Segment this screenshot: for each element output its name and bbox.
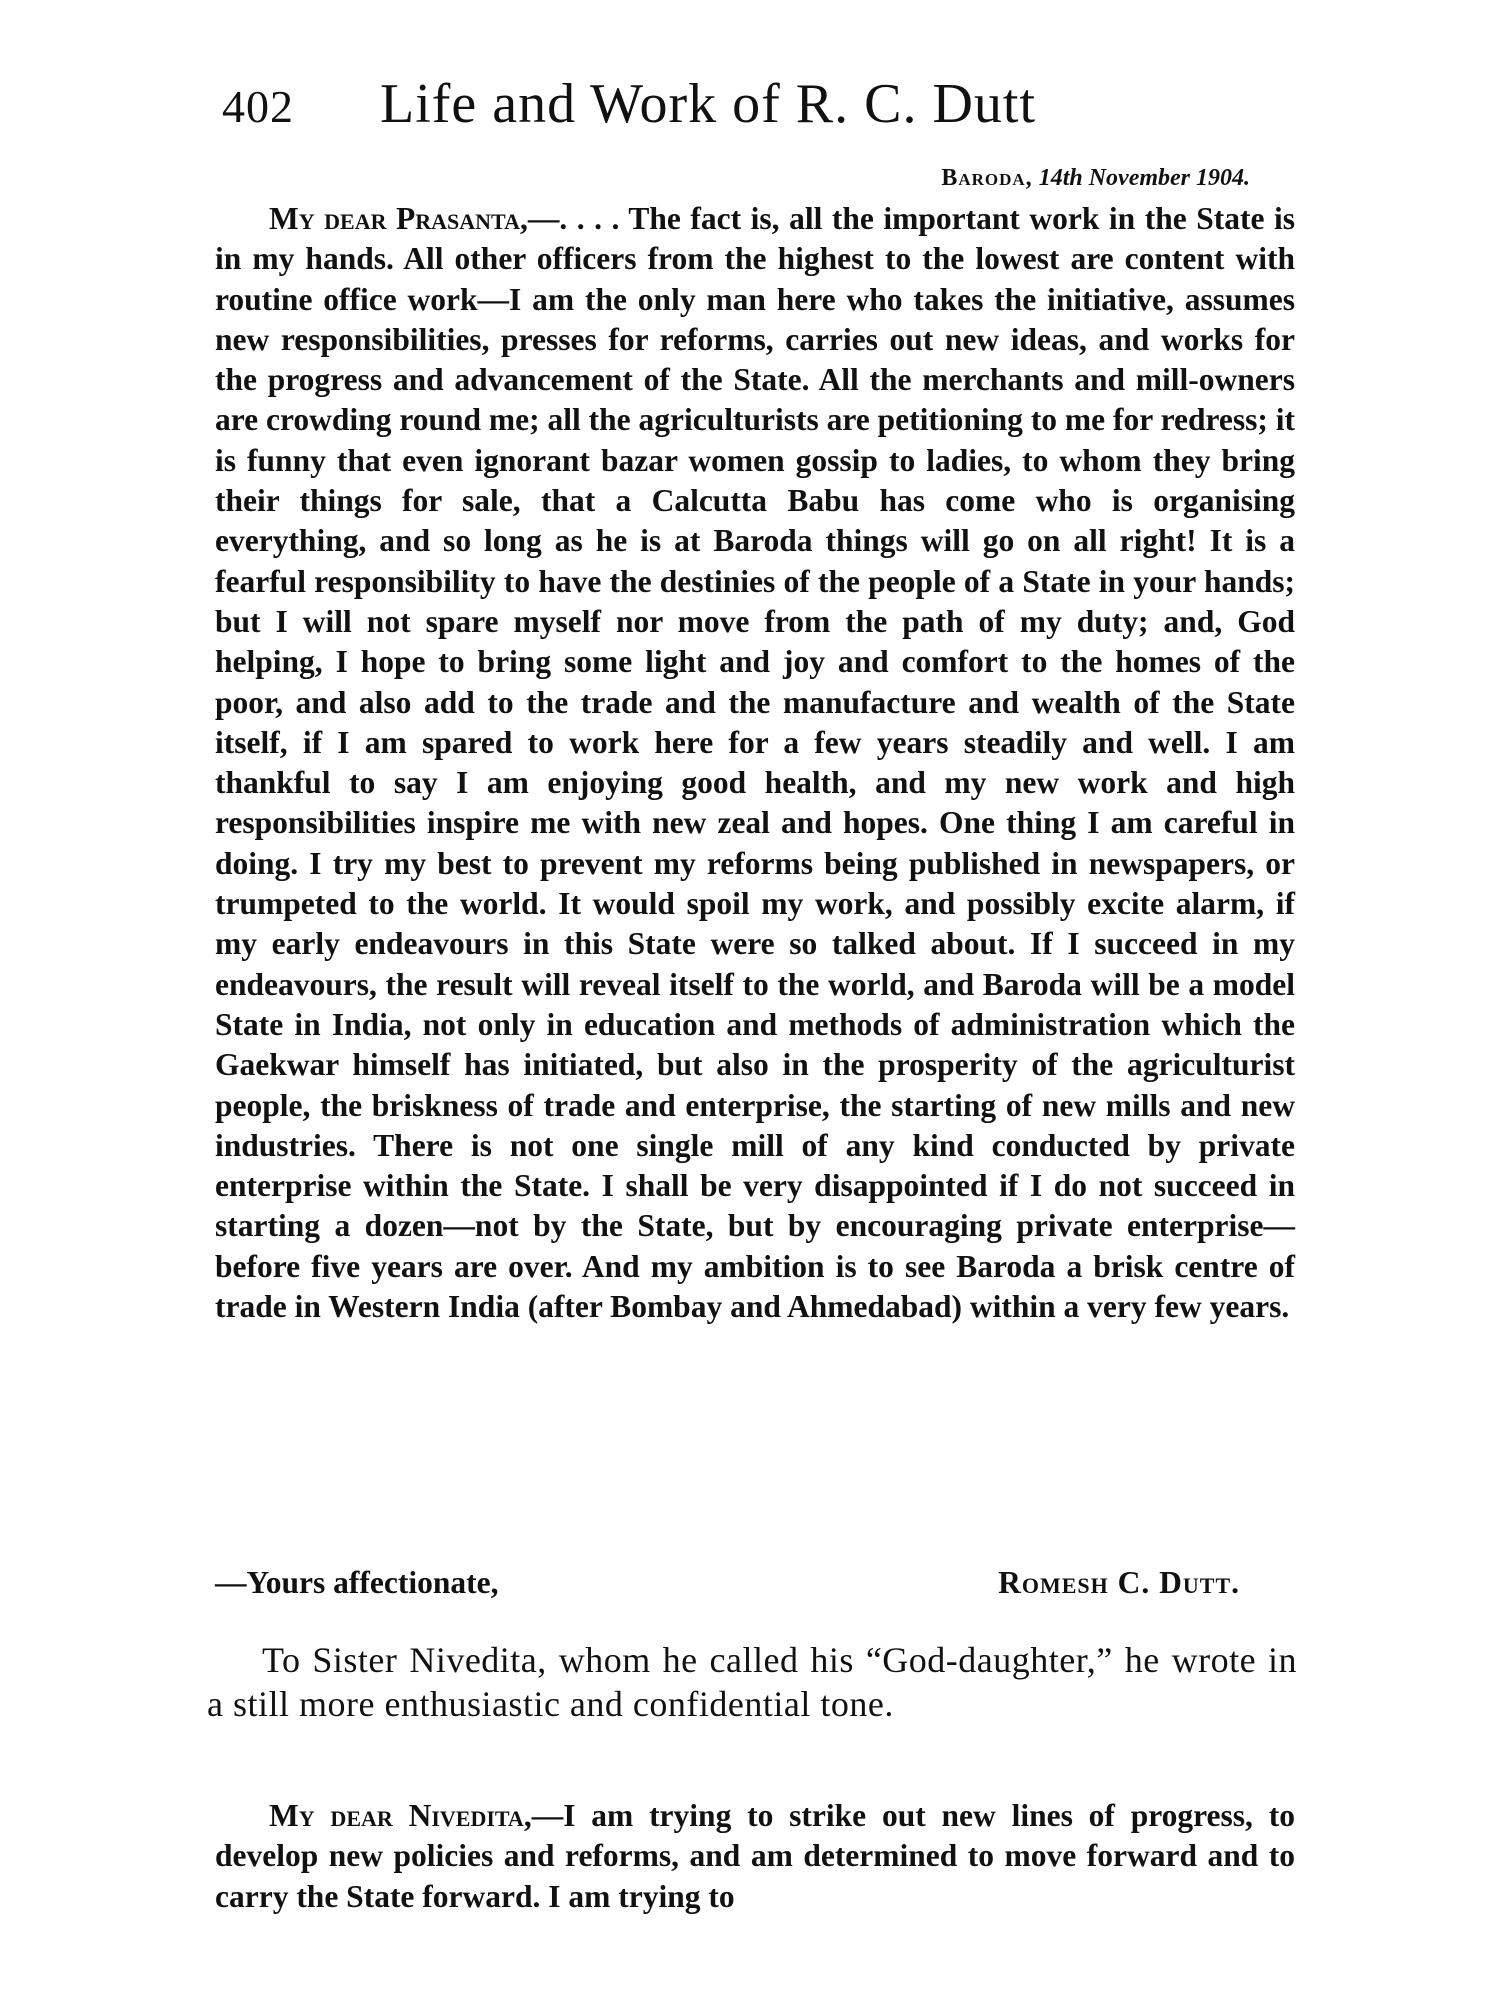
letter-salutation: My dear Nivedita, [269,1798,532,1833]
page-number: 402 [222,81,294,132]
letter-dateline [0,165,1250,192]
running-title: Life and Work of R. C. Dutt [380,73,1037,135]
letter-closing: —Yours affectionate, [215,1565,499,1600]
dateline-date: 14th November 1904. [1038,165,1250,191]
letter-body: —I am trying to strike out new lines of progress, to develop new policies and reforms, and am determined to move forward and to carry the State forward. I am trying to [215,1798,1295,1914]
letter-signature: Romesh C. Dutt. [998,1565,1240,1600]
narrative-paragraph: To Sister Nivedita, whom he called his “God-daughter,” he wrote in a still more enthusiastic and confidential tone. [207,1640,1297,1724]
letter-salutation: My dear Prasanta, [269,201,528,236]
letter-to-nivedita [215,1796,1295,1917]
letter-to-prasanta [215,199,1295,1327]
dateline-place: Baroda, [941,165,1033,191]
letter-body: —. . . . The fact is, all the important work in the State is in my hands. All other officers from the highest to the lowest are content with routine office work—I am the only man here who takes the initiative, assumes new responsibilities, presses for reforms, carries out new ideas, and works for the progress and advancement of the State. All the merchants and mill-owners are crowding round me; all the agriculturists are petitioning to me for redress; it is funny that even ignorant bazar women gossip to ladies, to whom they bring their things for sale, that a Calcutta Babu has come who is organising everything, and so long as he is at Baroda things will go on all right! It is a fearful responsibility to have the destinies of the people of a State in your hands; but I will not spare myself nor move from the path of my duty; and, God helping, I hope to bring some light and joy and comfort to the homes of the poor, and also add to the trade and the manufacture and wealth of the State itself, if I am spared to work here for a few years steadily and well. I am thankful to say I am enjoying good health, and my new work and high responsibilities inspire me with new zeal and hopes. One thing I am careful in doing. I try my best to prevent my reforms being published in newspapers, or trumpeted to the world. It would spoil my work, and possibly excite alarm, if my early endeavours in this State were so talked about. If I succeed in my endeavours, the result will reveal itself to the world, and Baroda will be a model State in India, not only in education and methods of administration which the Gaekwar himself has initiated, but also in the prosperity of the agriculturist people, the briskness of trade and enterprise, the starting of new mills and new industries. There is not one single mill of any kind conducted by private enterprise within the State. I shall be very disappointed if I do not succeed in starting a dozen—not by the State, but by encouraging private enterprise—before five years are over. And my ambition is to see Baroda a brisk centre of trade in Western India (after Bombay and Ahmedabad) within a very few years. [215,201,1295,1325]
page-header [222,72,1322,152]
